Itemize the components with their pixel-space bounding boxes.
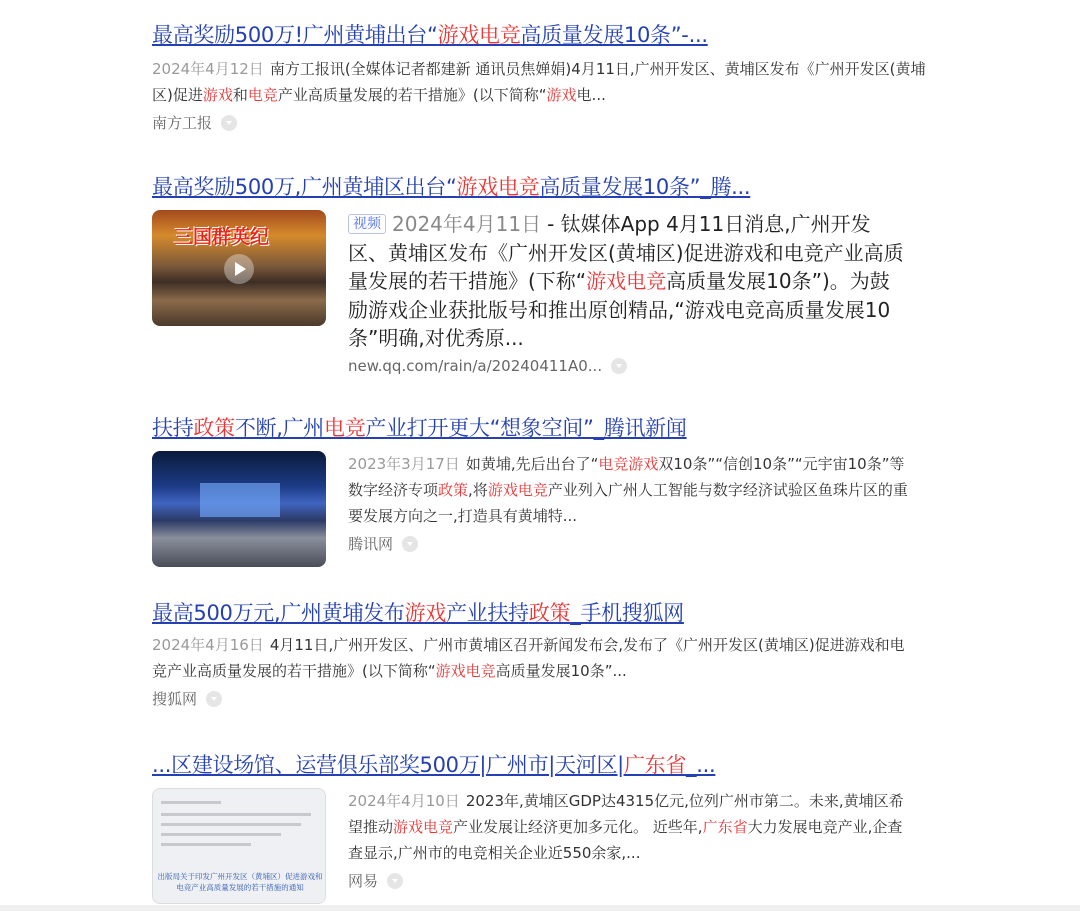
highlight-keyword: 政策	[438, 481, 469, 499]
video-tag: 视频	[348, 214, 386, 234]
doc-line	[161, 823, 301, 826]
result-snippet	[348, 788, 914, 866]
search-result-1	[152, 20, 932, 133]
text-segment: 高质量发展10条”)。为鼓励游戏企业获批版号和推出原创精品,“游戏电竞高质量发展10条”明确,对优秀原...	[348, 269, 891, 350]
result-date: 2023年3月17日	[348, 455, 460, 473]
doc-line	[161, 801, 221, 804]
text-segment: 产业发展让经济更加多元化。 近些年,	[453, 818, 703, 836]
text-segment: 和	[232, 86, 248, 104]
text-segment: 电...	[576, 86, 606, 104]
result-date: 2024年4月16日	[152, 636, 264, 654]
text-segment: 高质量发展10条”_腾...	[539, 175, 751, 199]
doc-line	[161, 833, 281, 836]
text-segment: 南方工报讯(全媒体记者都建新 通讯员焦婵娟)4月11日,广州开发区、黄埔区发布《广州开发区(黄埔区)促进	[152, 60, 926, 104]
text-segment: _...	[686, 753, 716, 777]
result-title-link[interactable]	[152, 413, 932, 443]
chevron-down-icon[interactable]	[387, 873, 403, 889]
text-segment: - 钛媒体App 4月11日消息,广州开发区、黄埔区发布《广州开发区(黄埔区)促进游戏和电竞产业高质量发展的若干措施》(下称“	[348, 212, 904, 293]
bottom-divider	[0, 905, 1080, 911]
text-segment: 4月11日,广州开发区、广州市黄埔区召开新闻发布会,发布了《广州开发区(黄埔区)促进游戏和电竞产业高质量发展的若干措施》(以下简称“	[152, 636, 905, 680]
text-segment: 高质量发展10条”-...	[520, 23, 708, 47]
text-segment: 扶持	[152, 416, 194, 440]
search-result-3	[152, 413, 932, 567]
highlight-keyword: 游戏电竞	[487, 481, 548, 499]
search-result-5	[152, 750, 932, 904]
result-source[interactable]: 网易	[348, 870, 914, 891]
highlight-keyword: 游戏电竞	[393, 818, 454, 836]
result-snippet	[348, 451, 914, 529]
result-date: 2024年4月12日	[152, 60, 264, 78]
highlight-keyword: 游戏	[546, 86, 577, 104]
result-source[interactable]: 南方工报	[152, 112, 932, 133]
news-thumbnail[interactable]	[152, 451, 326, 567]
highlight-keyword: 广东省	[623, 753, 687, 777]
thumbnail-text: 三国群英纪	[174, 226, 270, 248]
search-result-4	[152, 598, 932, 709]
highlight-keyword: 电竞	[247, 86, 278, 104]
text-segment: 不断,广州	[234, 416, 324, 440]
document-caption: 出版局关于印发广州开发区（黄埔区）促进游戏和电竞产业高质量发展的若干措施的通知	[157, 872, 323, 892]
result-date: 2024年4月11日	[392, 212, 542, 236]
text-segment: 产业扶持	[445, 601, 529, 625]
text-segment: ...区建设场馆、运营俱乐部奖500万|广州市|天河区|	[152, 753, 624, 777]
text-segment: 产业打开更大“想象空间”_腾讯新闻	[365, 416, 687, 440]
result-source[interactable]: 腾讯网	[348, 533, 914, 554]
stage-screen	[200, 483, 280, 517]
result-title-link[interactable]	[152, 172, 932, 202]
highlight-keyword: 广东省	[702, 818, 748, 836]
highlight-keyword: 政策	[193, 416, 235, 440]
result-source[interactable]: 搜狐网	[152, 688, 932, 709]
text-segment: 如黄埔,先后出台了“	[465, 455, 599, 473]
text-segment: 最高500万元,广州黄埔发布	[152, 601, 405, 625]
text-segment: 最高奖励500万,广州黄埔区出台“	[152, 175, 457, 199]
play-icon[interactable]	[224, 254, 254, 284]
text-segment: 高质量发展10条”...	[495, 662, 627, 680]
search-result-2	[152, 172, 932, 375]
text-segment: 最高奖励500万!广州黄埔出台“	[152, 23, 438, 47]
result-title-link[interactable]	[152, 598, 932, 628]
result-title-link[interactable]	[152, 750, 932, 780]
highlight-keyword: 游戏	[404, 601, 446, 625]
chevron-down-icon[interactable]	[206, 691, 222, 707]
doc-line	[161, 813, 311, 816]
result-snippet	[348, 210, 908, 353]
highlight-keyword: 游戏电竞	[586, 269, 667, 293]
highlight-keyword: 游戏电竞	[435, 662, 496, 680]
text-segment: 产业高质量发展的若干措施》(以下简称“	[277, 86, 547, 104]
chevron-down-icon[interactable]	[221, 115, 237, 131]
text-segment: 产业列入广州人工智能与数字经济试验区鱼珠片区的重要发展方向之一,打造具有黄埔特...	[348, 481, 908, 525]
highlight-keyword: 游戏电竞	[456, 175, 540, 199]
highlight-keyword: 政策	[528, 601, 571, 625]
result-source[interactable]: new.qq.com/rain/a/20240411A0...	[348, 357, 908, 375]
text-segment: 双10条”“信创10条”“元宇宙10条”等数字经济专项	[348, 455, 905, 499]
video-thumbnail[interactable]	[152, 210, 326, 326]
text-segment: 2023年,黄埔区GDP达4315亿元,位列广州市第二。未来,黄埔区希望推动	[348, 792, 904, 836]
text-segment: _手机搜狐网	[570, 601, 684, 625]
highlight-keyword: 电竞游戏	[598, 455, 659, 473]
result-snippet	[152, 632, 917, 684]
text-segment: ,将	[468, 481, 488, 499]
result-snippet	[152, 56, 932, 108]
result-date: 2024年4月10日	[348, 792, 460, 810]
document-thumbnail[interactable]	[152, 788, 326, 904]
result-title-link[interactable]	[152, 20, 932, 50]
doc-line	[161, 843, 251, 846]
highlight-keyword: 游戏	[202, 86, 233, 104]
text-segment: 大力发展电竞产业,企查查显示,广州市的电竞相关企业近550余家,...	[348, 818, 903, 862]
chevron-down-icon[interactable]	[611, 358, 627, 374]
highlight-keyword: 游戏电竞	[437, 23, 521, 47]
highlight-keyword: 电竞	[324, 416, 366, 440]
chevron-down-icon[interactable]	[402, 536, 418, 552]
